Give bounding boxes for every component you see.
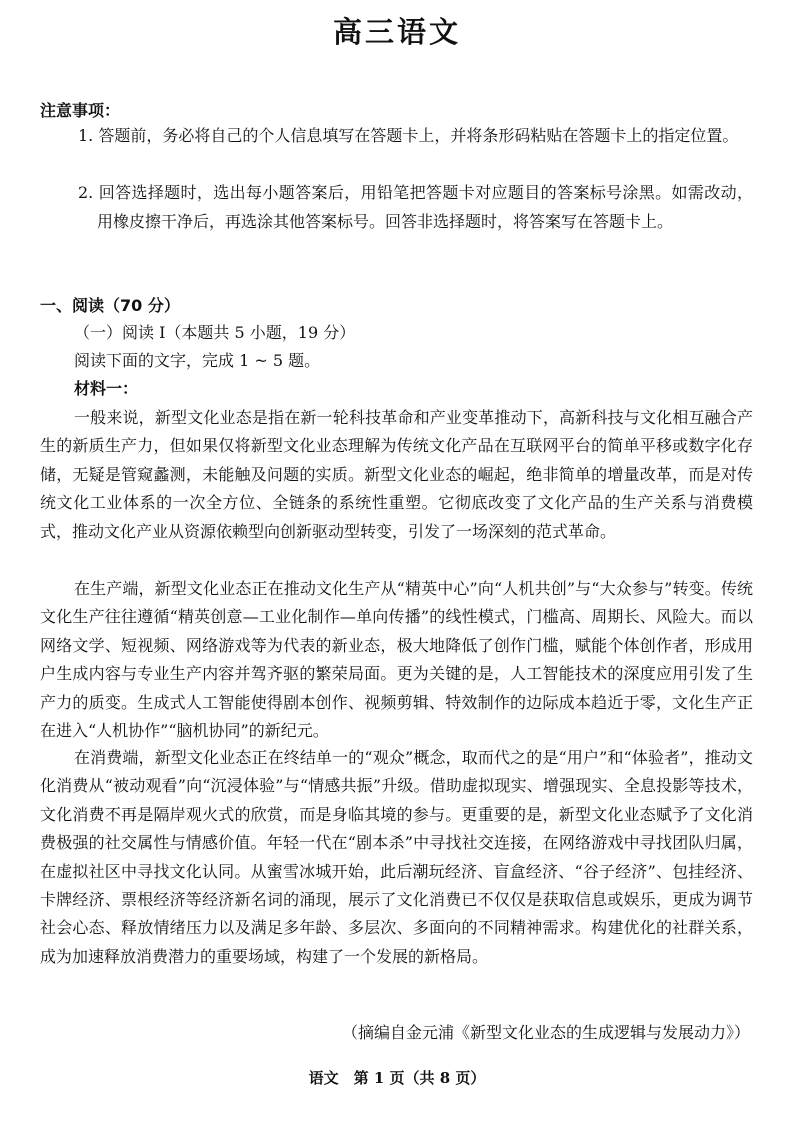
material-label: 材料一： xyxy=(74,379,139,398)
notice-heading: 注意事项： xyxy=(40,101,121,120)
source-citation: （摘编自金元浦《新型文化业态的生成逻辑与发展动力》） xyxy=(341,1023,750,1042)
notice-item-2: 2. 回答选择题时，选出每小题答案后，用铅笔把答题卡对应题目的答案标号涂黑。如需改动，用橡皮擦干净后，再选涂其他答案标号。回答非选择题时，将答案写在答题卡上。 xyxy=(78,183,753,231)
subsection-heading: （一）阅读 I（本题共 5 小题，19 分） xyxy=(74,323,356,342)
paragraph-3: 在消费端，新型文化业态正在终结单一的“观众”概念，取而代之的是“用户”和“体验者”，推动文化消费从“被动观看”向“沉浸体验”与“情感共振”升级。借助虚拟现实、增强现实、全息投影等技术，文化消费不再是隔岸观火式的欣赏，而是身临其境的参与。更重要的是，新型文化业态赋予了文化消费极强的社交属性与情感价值。年轻一代在“剧本杀”中寻找社交连接，在网络游戏中寻找团队归属，在虚拟社区中寻找文化认同。从蜜雪冰城开始，此后潮玩经济、盲盒经济、“谷子经济”、包挂经济、卡牌经济、票根经济等经济新名词的涌现，展示了文化消费已不仅仅是获取信息或娱乐，更成为调节社会心态、释放情绪压力以及满足多年龄、多层次、多面向的不同精神需求。构建优化的社群关系，成为加速释放消费潜力的重要场域，构建了一个发展的新格局。 xyxy=(40,748,753,966)
page-title: 高三语文 xyxy=(332,15,461,49)
paragraph-2: 在生产端，新型文化业态正在推动文化生产从“精英中心”向“人机共创”与“大众参与”转变。传统文化生产往往遵循“精英创意—工业化制作—单向传播”的线性模式，门槛高、周期长、风险大。而以网络文学、短视频、网络游戏等为代表的新业态，极大地降低了创作门槛，赋能个体创作者，形成用户生成内容与专业生产内容并驾齐驱的繁荣局面。更为关键的是，人工智能技术的深度应用引发了生产力的质变。生成式人工智能使得剧本创作、视频剪辑、特效制作的边际成本趋近于零，文化生产正在进入“人机协作”“脑机协同”的新纪元。 xyxy=(40,579,753,741)
page-footer: 语文 第 1 页（共 8 页） xyxy=(308,1069,486,1087)
paragraph-1: 一般来说，新型文化业态是指在新一轮科技革命和产业变革推动下，高新科技与文化相互融合产生的新质生产力，但如果仅将新型文化业态理解为传统文化产品在互联网平台的简单平移或数字化存储，无疑是管窥蠡测，未能触及问题的实质。新型文化业态的崛起，绝非简单的增量改革，而是对传统文化工业体系的一次全方位、全链条的系统性重塑。它彻底改变了文化产品的生产关系与消费模式，推动文化产业从资源依赖型向创新驱动型转变，引发了一场深刻的范式革命。 xyxy=(40,408,753,541)
section-heading: 一、阅读（70 分） xyxy=(40,296,180,315)
notice-item-1: 1. 答题前，务必将自己的个人信息填写在答题卡上，并将条形码粘贴在答题卡上的指定位置。 xyxy=(78,126,739,145)
instruction: 阅读下面的文字，完成 1 ~ 5 题。 xyxy=(74,351,321,370)
